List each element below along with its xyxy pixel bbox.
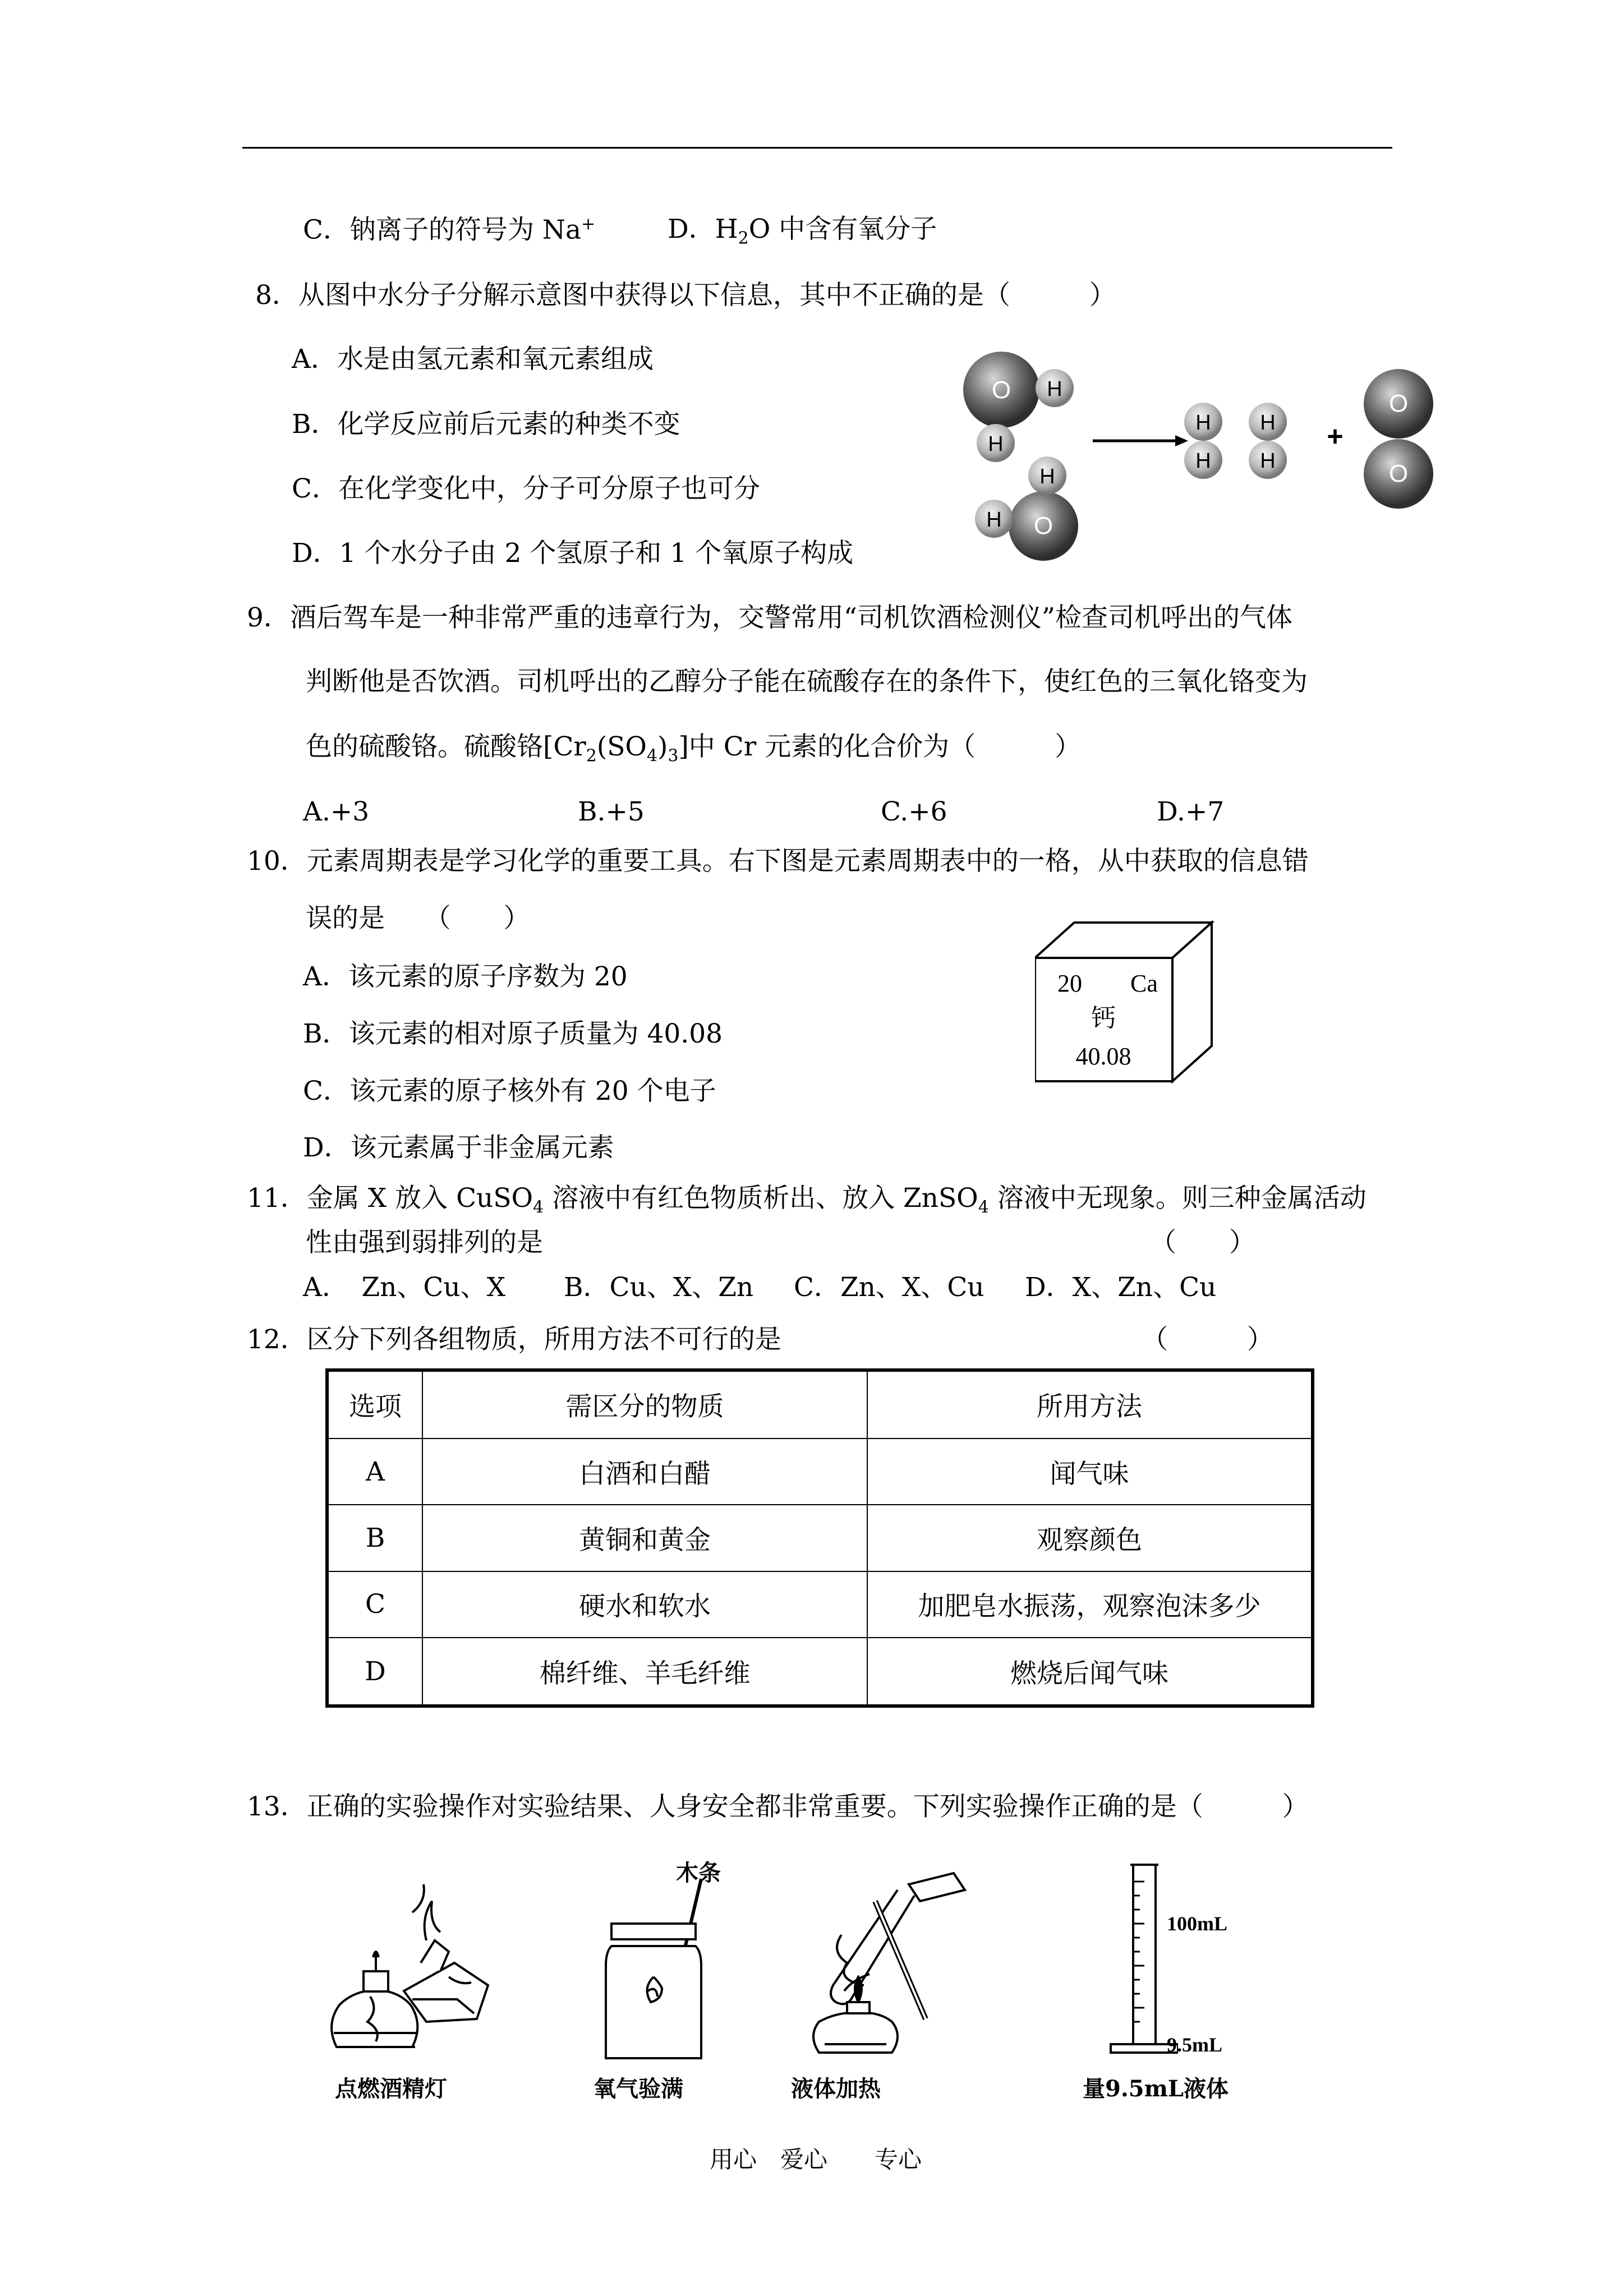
q9-line-1: 9．酒后驾车是一种非常严重的违章行为，交警常用“司机饮酒检测仪”检查司机呼出的气体 (247, 602, 1292, 633)
q11-option-a: A． Zn、Cu、X (303, 1272, 506, 1303)
table-cell: 闻气味 (867, 1439, 1313, 1505)
table-header-cell: 需区分的物质 (422, 1370, 867, 1439)
wood-strip-label: 木条 (676, 1860, 721, 1886)
alcohol-lamp-lighting-illustration (314, 1879, 499, 2064)
atomic-mass: 40.08 (1075, 1043, 1131, 1070)
table-header-cell: 所用方法 (867, 1370, 1313, 1439)
q11-option-c: C．Zn、X、Cu (794, 1272, 984, 1303)
caption-measure-liquid: 量9.5mL液体 (1083, 2076, 1229, 2102)
table-cell: 加肥皂水振荡，观察泡沫多少 (867, 1571, 1313, 1638)
caption-lighting-lamp: 点燃酒精灯 (335, 2076, 447, 2102)
table-row (327, 1571, 1313, 1638)
q9-option-b: B.+5 (578, 796, 645, 827)
water-decomposition-diagram (954, 348, 1447, 572)
svg-text:H: H (1195, 449, 1211, 473)
q8-option-d: D．1 个水分子由 2 个氢原子和 1 个氧原子构成 (292, 538, 854, 569)
q12-table (325, 1368, 1314, 1708)
q10-line-2: 误的是 （ ） (306, 903, 530, 934)
table-cell: D (327, 1638, 422, 1706)
periodic-table-cell-cube (1035, 920, 1220, 1088)
element-name: 钙 (1091, 1004, 1116, 1032)
header-rule (242, 147, 1392, 149)
table-cell: C (327, 1571, 422, 1638)
q10-option-b: B．该元素的相对原子质量为 40.08 (303, 1018, 723, 1049)
table-cell: A (327, 1439, 422, 1505)
svg-text:H: H (1039, 465, 1055, 488)
q8-option-a: A．水是由氢元素和氧元素组成 (292, 344, 654, 375)
table-row (327, 1638, 1313, 1706)
table-cell: 白酒和白醋 (422, 1439, 867, 1505)
q11-line-2: 性由强到弱排列的是 (306, 1227, 543, 1258)
element-symbol: Ca (1130, 970, 1158, 997)
q8-option-b: B．化学反应前后元素的种类不变 (292, 409, 680, 440)
svg-text:O: O (991, 376, 1011, 404)
q8-option-c: C．在化学变化中，分子可分原子也可分 (292, 473, 760, 504)
q10-option-c: C．该元素的原子核外有 20 个电子 (303, 1076, 716, 1106)
q10-line-1: 10．元素周期表是学习化学的重要工具。右下图是元素周期表中的一格，从中获取的信息错 (247, 846, 1309, 877)
q7-option-c: C．钠离子的符号为 Na+ (303, 214, 596, 246)
table-cell: 棉纤维、羊毛纤维 (422, 1638, 867, 1706)
q10-option-a: A．该元素的原子序数为 20 (303, 961, 628, 992)
table-cell: 黄铜和黄金 (422, 1505, 867, 1571)
q9-option-d: D.+7 (1157, 796, 1225, 827)
caption-oxygen-check: 氧气验满 (594, 2076, 683, 2102)
q9-line-2: 判断他是否饮酒。司机呼出的乙醇分子能在硫酸存在的条件下，使红色的三氧化铬变为 (306, 666, 1308, 697)
q11-line-1: 11．金属 X 放入 CuSO$_4$ 溶液中有红色物质析出、放入 ZnSO$_4$ 溶液中无现象。则三种金属活动 (247, 1183, 1367, 1218)
q7-option-d: D．$H_2O$ 中含有氧分子 (668, 214, 937, 248)
q11-option-d: D．X、Zn、Cu (1025, 1272, 1217, 1303)
table-cell: 燃烧后闻气味 (867, 1638, 1313, 1706)
q13-stem: 13．正确的实验操作对实验结果、人身安全都非常重要。下列实验操作正确的是（ ） (247, 1791, 1309, 1822)
q9-option-c: C.+6 (881, 796, 947, 827)
svg-text:H: H (1047, 377, 1062, 401)
q11-answer-paren: （ ） (1150, 1227, 1255, 1258)
svg-text:H: H (1260, 449, 1276, 473)
svg-text:H: H (1195, 411, 1211, 435)
cylinder-bottom-mark: 9.5mL (1167, 2034, 1222, 2056)
graduated-cylinder-illustration (1099, 1859, 1178, 2067)
table-cell: B (327, 1505, 422, 1571)
svg-text:H: H (986, 508, 1002, 532)
q12-stem: 12．区分下列各组物质，所用方法不可行的是 (247, 1324, 781, 1355)
liquid-heating-illustration (785, 1868, 999, 2069)
atomic-number: 20 (1057, 970, 1082, 997)
q8-stem: 8．从图中水分子分解示意图中获得以下信息，其中不正确的是（ ） (255, 280, 1116, 311)
q9-option-a: A.+3 (303, 796, 370, 827)
q12-answer-paren: （ ） (1142, 1324, 1273, 1355)
q9-line-3: 色的硫酸铬。硫酸铬$[Cr_2(SO_4)_3]$中 Cr 元素的化合价为（ ） (306, 731, 1082, 766)
q10-option-d: D．该元素属于非金属元素 (303, 1132, 614, 1163)
table-row (327, 1439, 1313, 1505)
plus-sign: + (1327, 421, 1344, 452)
oxygen-full-check-illustration (595, 1868, 774, 2069)
svg-text:H: H (1260, 411, 1276, 435)
table-cell: 硬水和软水 (422, 1571, 867, 1638)
svg-text:O: O (1033, 512, 1053, 540)
svg-text:O: O (1388, 460, 1409, 487)
q11-option-b: B．Cu、X、Zn (564, 1272, 754, 1303)
svg-text:O: O (1388, 390, 1409, 417)
table-cell: 观察颜色 (867, 1505, 1313, 1571)
table-header-cell: 选项 (327, 1370, 422, 1439)
table-header-row (327, 1370, 1313, 1439)
caption-liquid-heating: 液体加热 (791, 2076, 881, 2102)
page-footer: 用心 爱心 专心 (710, 2146, 922, 2173)
table-row (327, 1505, 1313, 1571)
cylinder-top-mark: 100mL (1167, 1912, 1227, 1935)
svg-text:H: H (988, 432, 1004, 456)
